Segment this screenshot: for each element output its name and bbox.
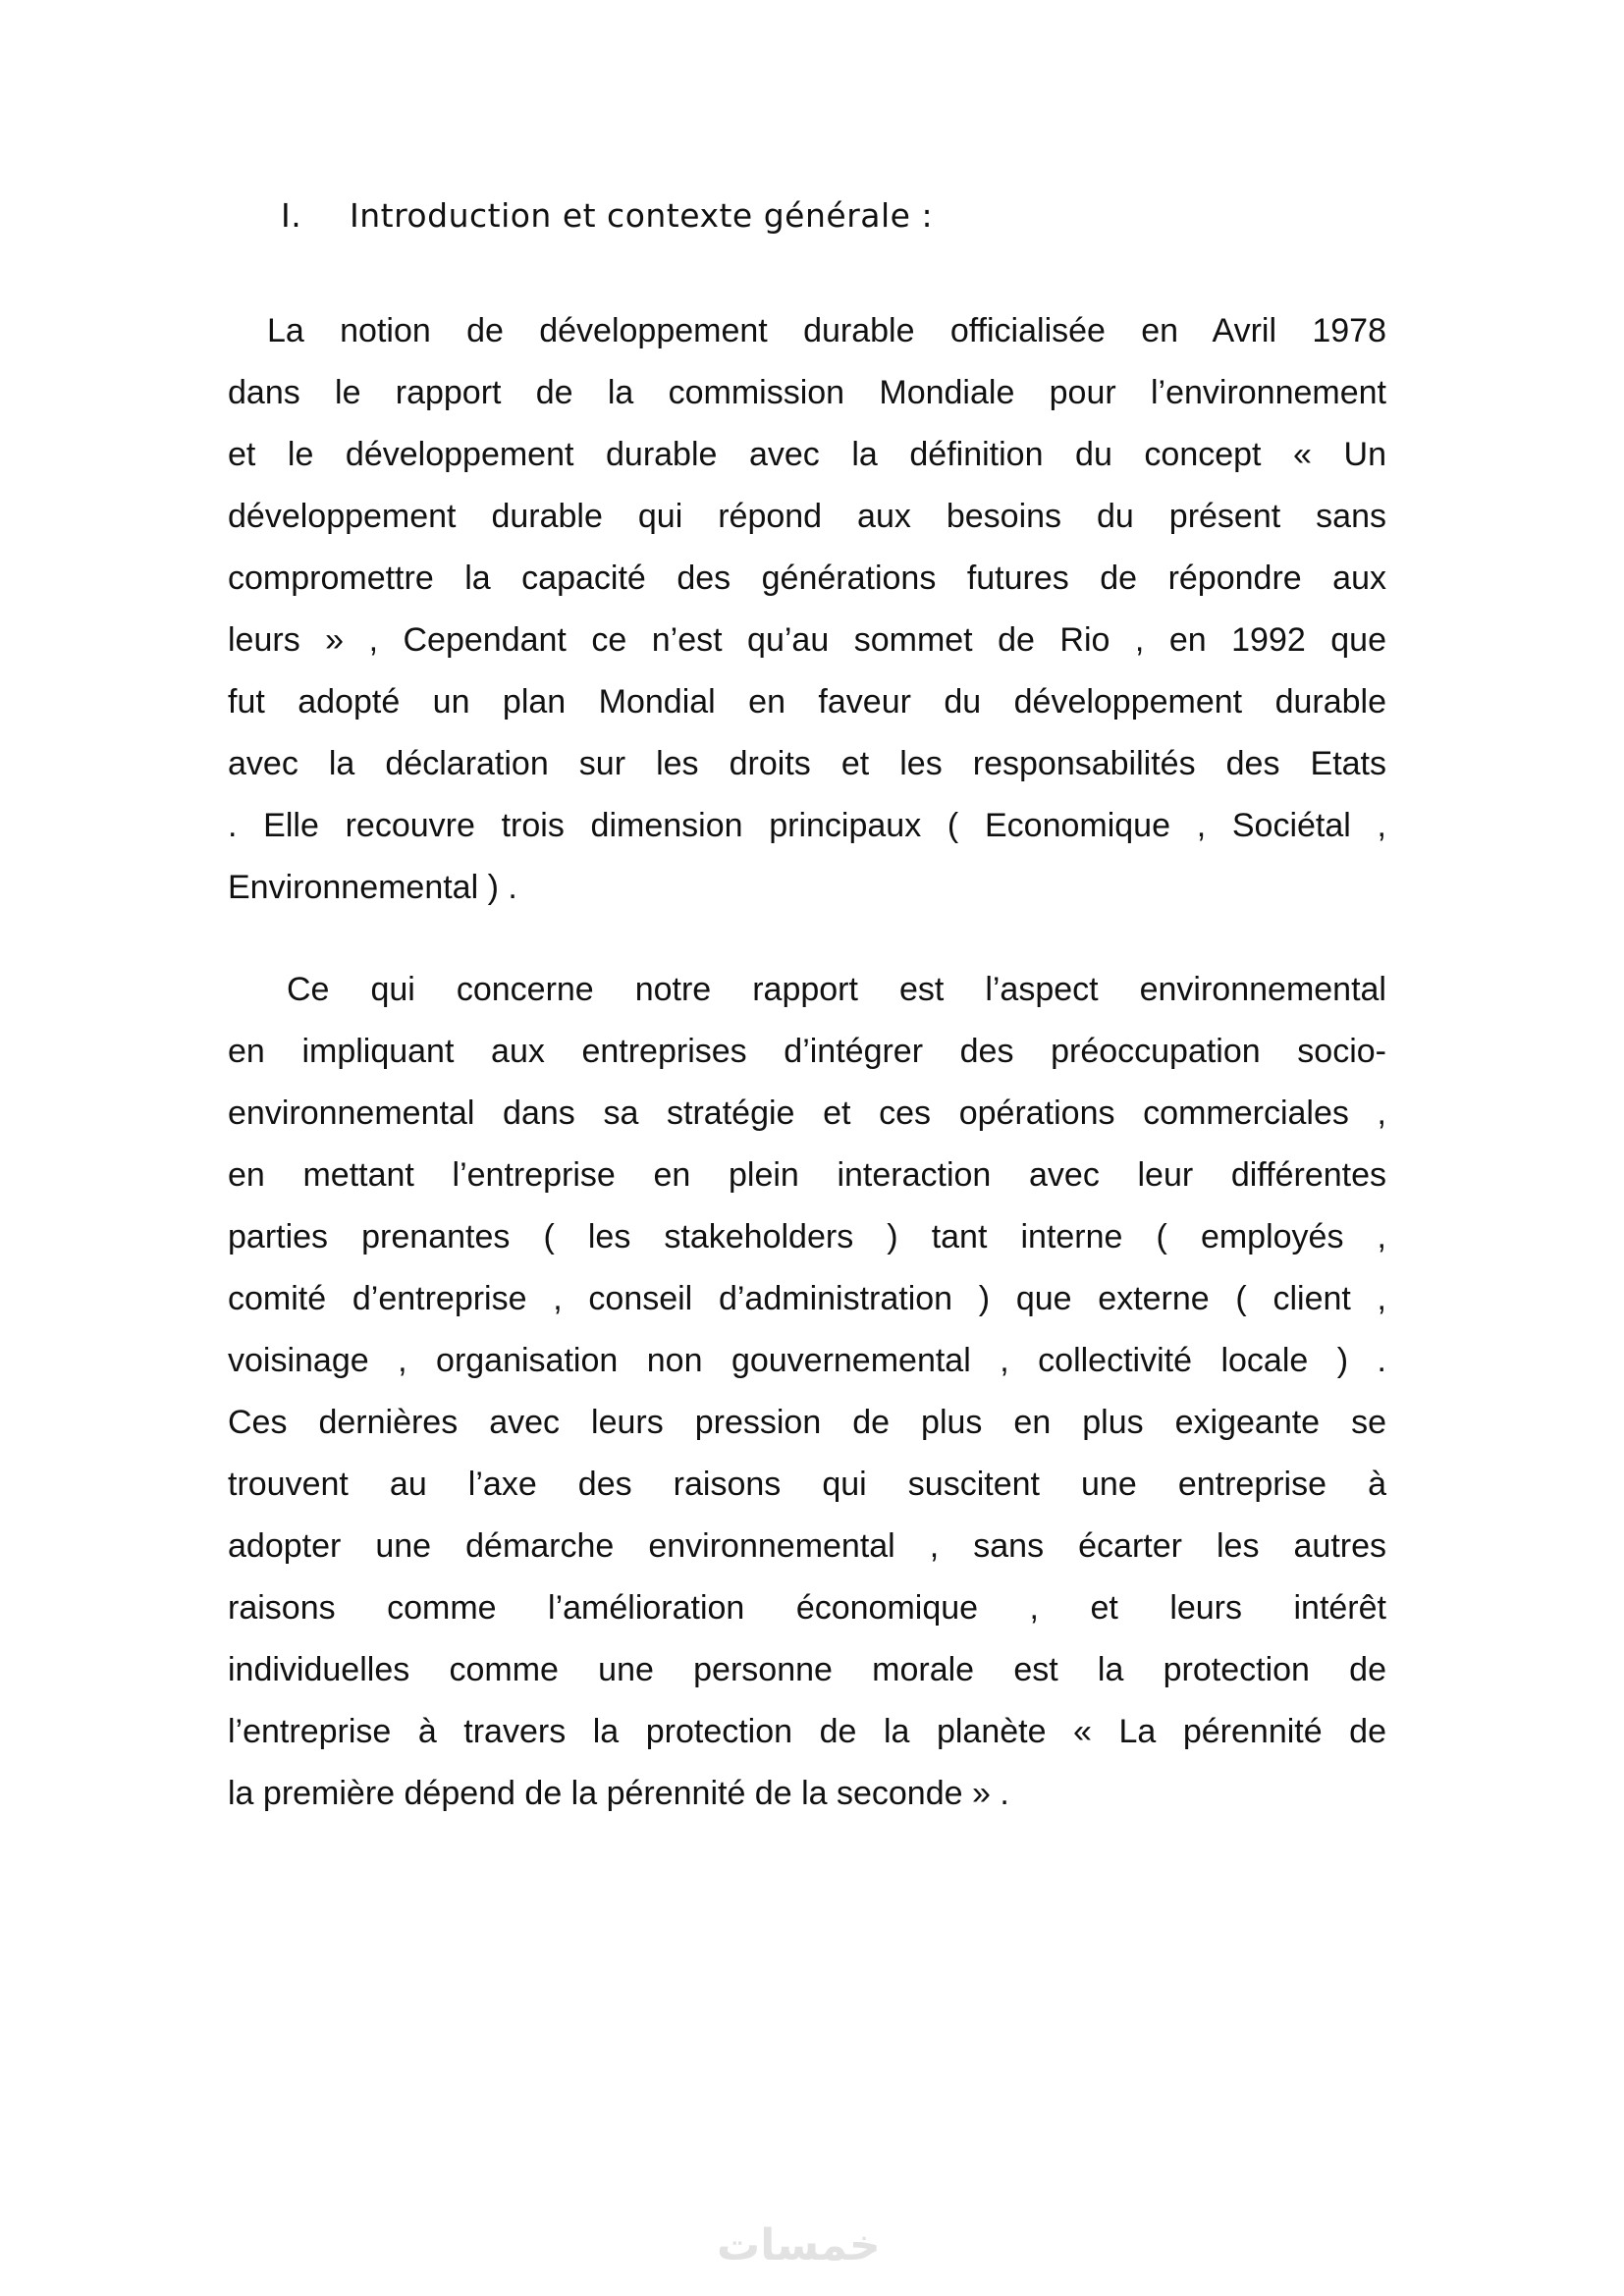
paragraph-line: et le développement durable avec la définition du concept « Un [228,436,1386,473]
paragraph-line: compromettre la capacité des générations futures de répondre aux [228,560,1386,597]
paragraph-line: dans le rapport de la commission Mondiale pour l’environnement [228,374,1386,411]
paragraph-line: trouvent au l’axe des raisons qui suscitent une entreprise à [228,1466,1386,1503]
paragraph-line: environnemental dans sa stratégie et ces opérations commerciales , [228,1095,1386,1132]
paragraph-intro [228,300,1386,919]
paragraph-line: Ces dernières avec leurs pression de plus en plus exigeante se [228,1404,1386,1441]
paragraph-line: parties prenantes ( les stakeholders ) tant interne ( employés , [228,1218,1386,1255]
paragraph-line: avec la déclaration sur les droits et les responsabilités des Etats [228,745,1386,782]
paragraph-line: en impliquant aux entreprises d’intégrer des préoccupation socio- [228,1033,1386,1070]
paragraph-line: La notion de développement durable officialisée en Avril 1978 [267,312,1386,349]
paragraph-line: la première dépend de la pérennité de la seconde » . [228,1775,1009,1812]
paragraph-line: adopter une démarche environnemental , sans écarter les autres [228,1527,1386,1565]
paragraph-line: développement durable qui répond aux besoins du présent sans [228,498,1386,535]
section-heading [281,196,933,235]
paragraph-environment [228,959,1386,1825]
paragraph-line: leurs » , Cependant ce n’est qu’au sommet de Rio , en 1992 que [228,621,1386,659]
paragraph-line: comité d’entreprise , conseil d’administration ) que externe ( client , [228,1280,1386,1317]
paragraph-line: voisinage , organisation non gouvernemental , collectivité locale ) . [228,1342,1386,1379]
paragraph-line: en mettant l’entreprise en plein interaction avec leur différentes [228,1156,1386,1194]
paragraph-line: raisons comme l’amélioration économique , et leurs intérêt [228,1589,1386,1627]
paragraph-line: Ce qui concerne notre rapport est l’aspect environnemental [287,971,1386,1008]
section-title: Introduction et contexte générale : [350,196,934,235]
paragraph-line: l’entreprise à travers la protection de la planète « La pérennité de [228,1713,1386,1750]
paragraph-line: Environnemental ) . [228,869,517,906]
paragraph-line: . Elle recouvre trois dimension principaux ( Economique , Sociétal , [228,807,1386,844]
paragraph-line: individuelles comme une personne morale est la protection de [228,1651,1386,1688]
section-number: I. [281,196,302,235]
watermark-logo: خمسات [717,2220,881,2270]
paragraph-line: fut adopté un plan Mondial en faveur du développement durable [228,683,1386,721]
